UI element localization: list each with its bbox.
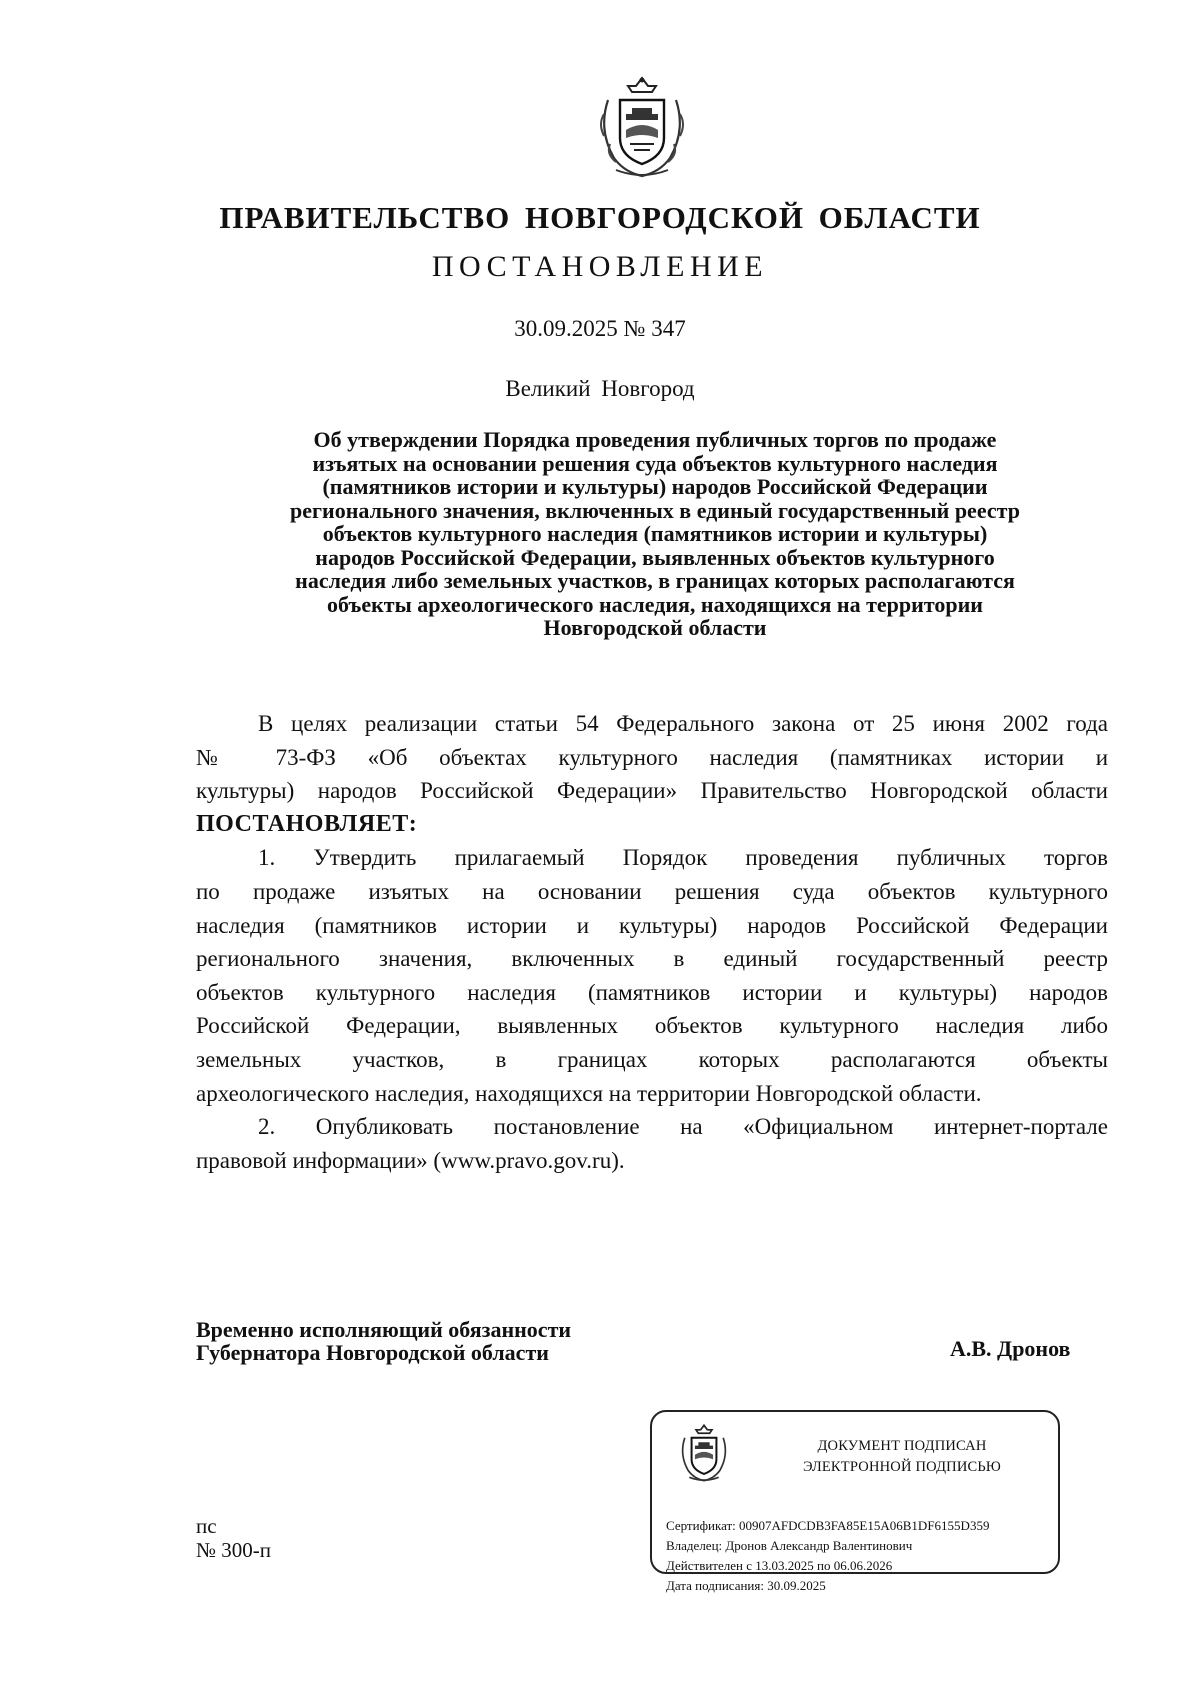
- item1-line: регионального значения, включенных в единый государственный реестр: [196, 946, 1108, 972]
- heading-line: изъятых на основании решения суда объектов культурного наследия: [312, 450, 998, 476]
- heading-line: (памятников истории и культуры) народов Российской Федерации: [322, 474, 988, 499]
- item1-line: объектов культурного наследия (памятников истории и культуры) народов: [196, 979, 1108, 1005]
- document-type: ПОСТАНОВЛЕНИЕ: [431, 250, 769, 283]
- government-title: ПРАВИТЕЛЬСТВО НОВГОРОДСКОЙ ОБЛАСТИ: [219, 200, 981, 235]
- signatory-position: [196, 1318, 571, 1364]
- signatory-position-line: Временно исполняющий обязанности: [196, 1317, 572, 1342]
- registration-code: пс: [196, 1514, 217, 1538]
- item1-line: Российской Федерации, выявленных объектов культурного наследия либо: [196, 1013, 1108, 1039]
- stamp-title-line: ЭЛЕКТРОННОЙ ПОДПИСЬЮ: [802, 1459, 1002, 1475]
- item2-line: 2. Опубликовать постановление на «Официальном интернет-портале: [258, 1114, 1108, 1140]
- item1-line: земельных участков, в границах которых располагаются объекты: [196, 1046, 1108, 1072]
- stamp-details: [666, 1516, 989, 1596]
- document-heading: [180, 428, 1130, 640]
- stamp-title: [762, 1436, 1042, 1478]
- resolve-word: ПОСТАНОВЛЯЕТ:: [196, 810, 418, 837]
- stamp-signed-date: Дата подписания: 30.09.2025: [666, 1578, 826, 1593]
- preamble-line: В целях реализации статьи 54 Федерального закона от 25 июня 2002 года: [258, 711, 1108, 736]
- coat-of-arms-icon: [678, 1422, 730, 1484]
- signatory-name: А.В. Дронов: [950, 1336, 1071, 1361]
- stamp-validity: Действителен с 13.03.2025 по 06.06.2026: [666, 1558, 893, 1573]
- heading-line: регионального значения, включенных в единый государственный реестр: [290, 497, 1020, 523]
- heading-line: наследия либо земельных участков, в границах которых располагаются: [295, 568, 1015, 593]
- electronic-signature-stamp: [650, 1410, 1060, 1593]
- item1-line: наследия (памятников истории и культуры) народов Российской Федерации: [196, 912, 1108, 938]
- heading-line: народов Российской Федерации, выявленных объектов культурного: [315, 544, 995, 570]
- heading-line: объектов культурного наследия (памятников истории и культуры): [322, 521, 988, 546]
- registration-mark: [196, 1514, 271, 1562]
- registration-number: № 300-п: [196, 1538, 272, 1562]
- item2-line: правовой информации» (www.pravo.gov.ru).: [196, 1147, 625, 1173]
- document-body: [196, 707, 1108, 1177]
- stamp-title-line: ДОКУМЕНТ ПОДПИСАН: [817, 1438, 987, 1454]
- item1-line: по продаже изъятых на основании решения суда объектов культурного: [196, 878, 1108, 904]
- heading-line: объекты археологического наследия, находящихся на территории: [327, 591, 983, 617]
- heading-line: Новгородской области: [543, 615, 767, 640]
- stamp-owner: Владелец: Дронов Александр Валентинович: [666, 1538, 913, 1553]
- preamble-line: № 73-ФЗ «Об объектах культурного наследия (памятниках истории и: [196, 744, 1108, 770]
- coat-of-arms-icon: [596, 74, 688, 180]
- preamble-line: культуры) народов Российской Федерации» Правительство Новгородской области: [196, 778, 1108, 804]
- heading-line: Об утверждении Порядка проведения публичных торгов по продаже: [313, 427, 997, 452]
- document-city: Великий Новгород: [505, 376, 695, 401]
- item1-line: археологического наследия, находящихся на территории Новгородской области.: [196, 1080, 982, 1106]
- stamp-certificate: Сертификат: 00907AFDCDB3FA85E15A06B1DF6155D359: [666, 1518, 990, 1533]
- signatory-position-line: Губернатора Новгородской области: [196, 1340, 549, 1365]
- item1-line: 1. Утвердить прилагаемый Порядок проведения публичных торгов: [258, 845, 1108, 871]
- document-date-number: 30.09.2025 № 347: [514, 316, 686, 341]
